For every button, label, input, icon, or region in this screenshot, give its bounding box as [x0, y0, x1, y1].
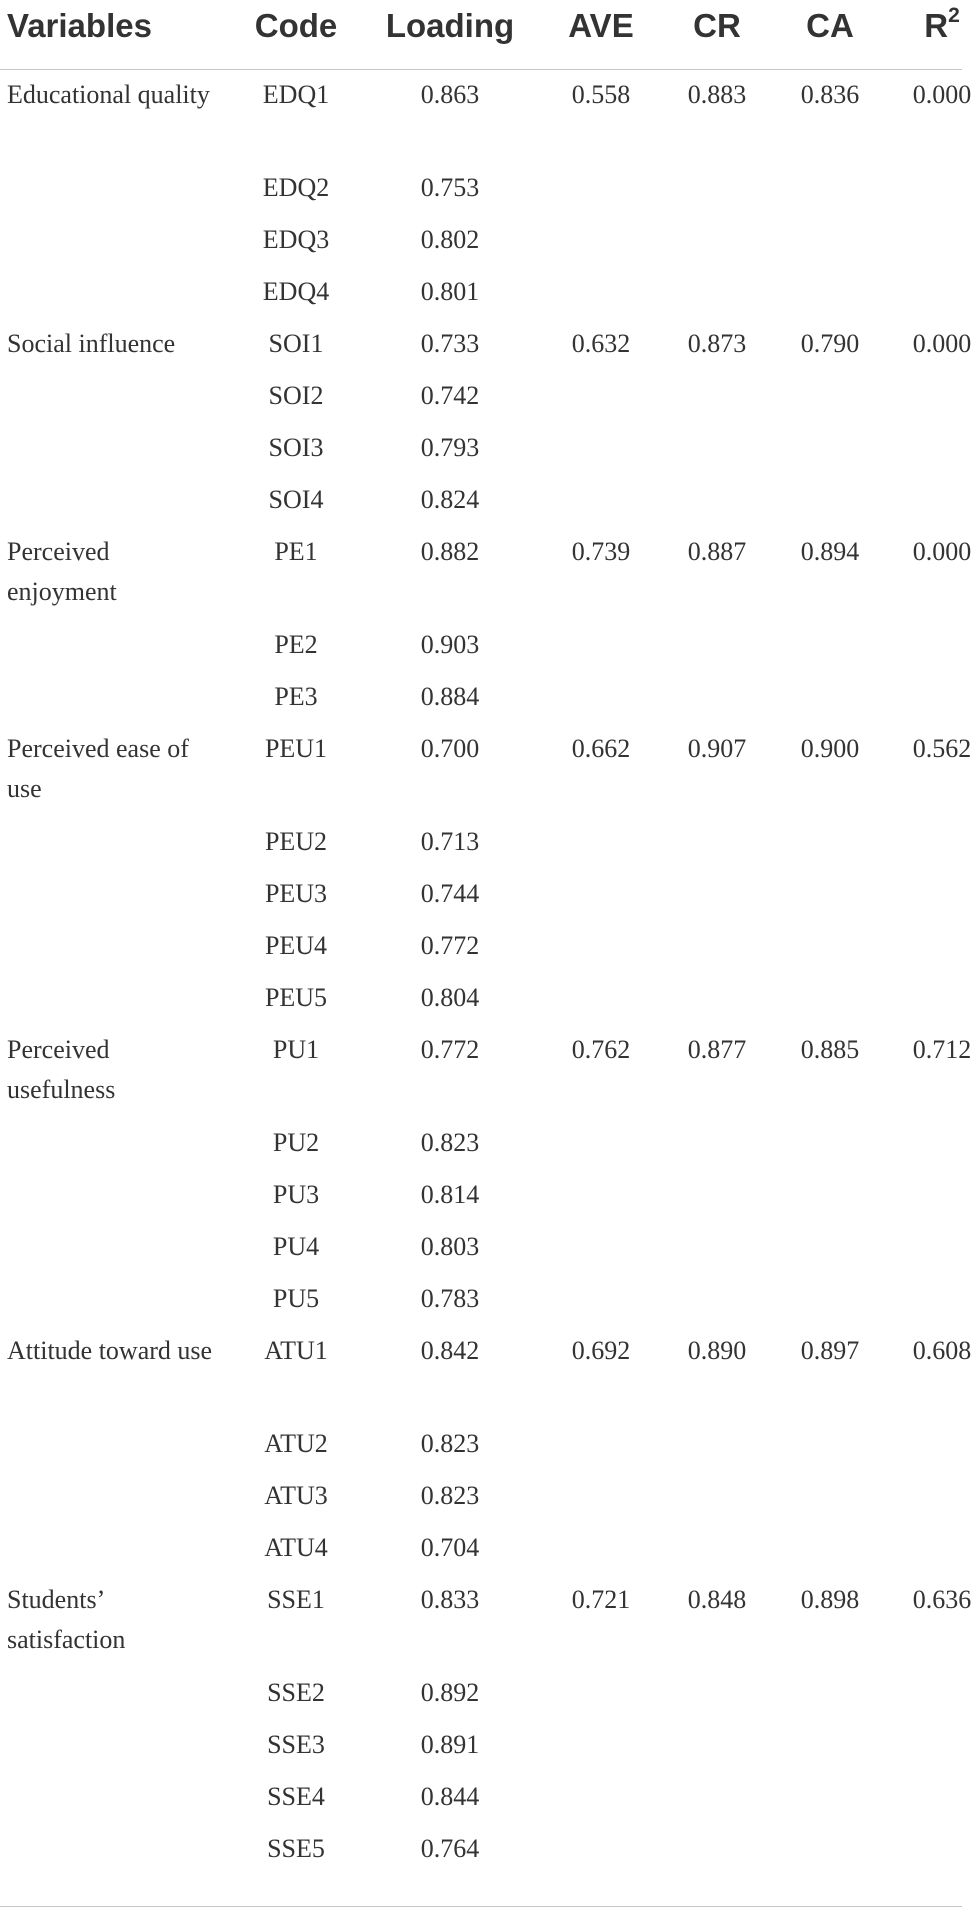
- item-code: EDQ4: [262, 277, 330, 306]
- item-loading: 0.713: [420, 827, 480, 856]
- item-code: PU4: [272, 1232, 320, 1261]
- header-r2-sup: 2: [948, 4, 960, 27]
- ave-value: 0.762: [571, 1035, 631, 1064]
- item-loading: 0.863: [420, 80, 480, 109]
- r2-value: 0.000: [912, 80, 972, 109]
- item-code: ATU2: [264, 1429, 328, 1458]
- variable-name: Students’ satisfaction: [7, 1585, 126, 1654]
- item-code: PU2: [272, 1128, 320, 1157]
- item-code: PEU3: [264, 879, 328, 908]
- item-loading: 0.842: [420, 1336, 480, 1365]
- cr-value: 0.883: [687, 80, 747, 109]
- item-code: EDQ1: [262, 80, 330, 109]
- item-loading: 0.764: [420, 1834, 480, 1863]
- cr-value: 0.873: [687, 329, 747, 358]
- item-loading: 0.772: [420, 1035, 480, 1064]
- item-code: PEU2: [264, 827, 328, 856]
- ave-value: 0.739: [571, 537, 631, 566]
- header-code: Code: [254, 7, 338, 44]
- item-loading: 0.704: [420, 1533, 480, 1562]
- item-code: SOI1: [268, 329, 324, 358]
- item-loading: 0.884: [420, 682, 480, 711]
- ca-value: 0.897: [800, 1336, 860, 1365]
- item-code: PEU4: [264, 931, 328, 960]
- r2-value: 0.636: [912, 1585, 972, 1614]
- item-code: PU1: [272, 1035, 320, 1064]
- item-code: SOI2: [268, 381, 324, 410]
- ca-value: 0.900: [800, 734, 860, 763]
- item-code: PU3: [272, 1180, 320, 1209]
- item-loading: 0.801: [420, 277, 480, 306]
- item-code: EDQ2: [262, 173, 330, 202]
- item-loading: 0.802: [420, 225, 480, 254]
- r2-value: 0.000: [912, 329, 972, 358]
- ca-value: 0.894: [800, 537, 860, 566]
- item-loading: 0.891: [420, 1730, 480, 1759]
- item-loading: 0.824: [420, 485, 480, 514]
- ave-value: 0.721: [571, 1585, 631, 1614]
- table-header: [0, 0, 978, 70]
- ave-value: 0.692: [571, 1336, 631, 1365]
- item-loading: 0.823: [420, 1429, 480, 1458]
- item-loading: 0.753: [420, 173, 480, 202]
- r2-value: 0.562: [912, 734, 972, 763]
- ca-value: 0.898: [800, 1585, 860, 1614]
- variable-name: Educational quality: [7, 80, 210, 109]
- item-loading: 0.744: [420, 879, 480, 908]
- item-code: PE2: [274, 630, 318, 659]
- cr-value: 0.887: [687, 537, 747, 566]
- header-cr: CR: [693, 7, 741, 44]
- cr-value: 0.907: [687, 734, 747, 763]
- r2-value: 0.608: [912, 1336, 972, 1365]
- header-r2: [924, 6, 960, 46]
- item-loading: 0.793: [420, 433, 480, 462]
- item-code: SSE5: [267, 1834, 325, 1863]
- item-loading: 0.823: [420, 1128, 480, 1157]
- item-loading: 0.882: [420, 537, 480, 566]
- item-code: ATU1: [264, 1336, 328, 1365]
- bottom-rule: [0, 1906, 962, 1907]
- item-loading: 0.803: [420, 1232, 480, 1261]
- item-code: SSE2: [267, 1678, 325, 1707]
- variable-name: Perceived ease of use: [7, 734, 189, 803]
- item-code: PEU5: [264, 983, 328, 1012]
- item-loading: 0.903: [420, 630, 480, 659]
- item-loading: 0.814: [420, 1180, 480, 1209]
- item-loading: 0.783: [420, 1284, 480, 1313]
- header-ave: AVE: [568, 7, 634, 44]
- ave-value: 0.558: [571, 80, 631, 109]
- item-code: SOI3: [268, 433, 324, 462]
- variable-name: Attitude toward use: [7, 1336, 213, 1365]
- header-loading: Loading: [385, 7, 515, 44]
- item-code: SOI4: [268, 485, 324, 514]
- r2-value: 0.000: [912, 537, 972, 566]
- header-r2-base: R: [924, 7, 949, 44]
- item-loading: 0.804: [420, 983, 480, 1012]
- item-loading: 0.823: [420, 1481, 480, 1510]
- item-code: PEU1: [264, 734, 328, 763]
- item-loading: 0.844: [420, 1782, 480, 1811]
- item-code: ATU3: [264, 1481, 328, 1510]
- ca-value: 0.885: [800, 1035, 860, 1064]
- r2-value: 0.712: [912, 1035, 972, 1064]
- item-loading: 0.742: [420, 381, 480, 410]
- ave-value: 0.662: [571, 734, 631, 763]
- header-rule: [0, 69, 962, 70]
- cr-value: 0.848: [687, 1585, 747, 1614]
- item-code: EDQ3: [262, 225, 330, 254]
- header-variables: Variables: [7, 7, 152, 44]
- variable-name: Perceived enjoyment: [7, 537, 117, 606]
- variable-name: Perceived usefulness: [7, 1035, 116, 1104]
- item-code: PU5: [272, 1284, 320, 1313]
- item-loading: 0.700: [420, 734, 480, 763]
- item-code: PE3: [274, 682, 318, 711]
- cr-value: 0.877: [687, 1035, 747, 1064]
- item-code: SSE3: [267, 1730, 325, 1759]
- item-loading: 0.833: [420, 1585, 480, 1614]
- item-code: ATU4: [264, 1533, 328, 1562]
- ave-value: 0.632: [571, 329, 631, 358]
- ca-value: 0.836: [800, 80, 860, 109]
- variable-name: Social influence: [7, 329, 176, 358]
- item-code: SSE1: [267, 1585, 325, 1614]
- item-loading: 0.772: [420, 931, 480, 960]
- item-loading: 0.733: [420, 329, 480, 358]
- ca-value: 0.790: [800, 329, 860, 358]
- cr-value: 0.890: [687, 1336, 747, 1365]
- item-code: SSE4: [267, 1782, 325, 1811]
- item-loading: 0.892: [420, 1678, 480, 1707]
- item-code: PE1: [274, 537, 318, 566]
- header-ca: CA: [806, 7, 854, 44]
